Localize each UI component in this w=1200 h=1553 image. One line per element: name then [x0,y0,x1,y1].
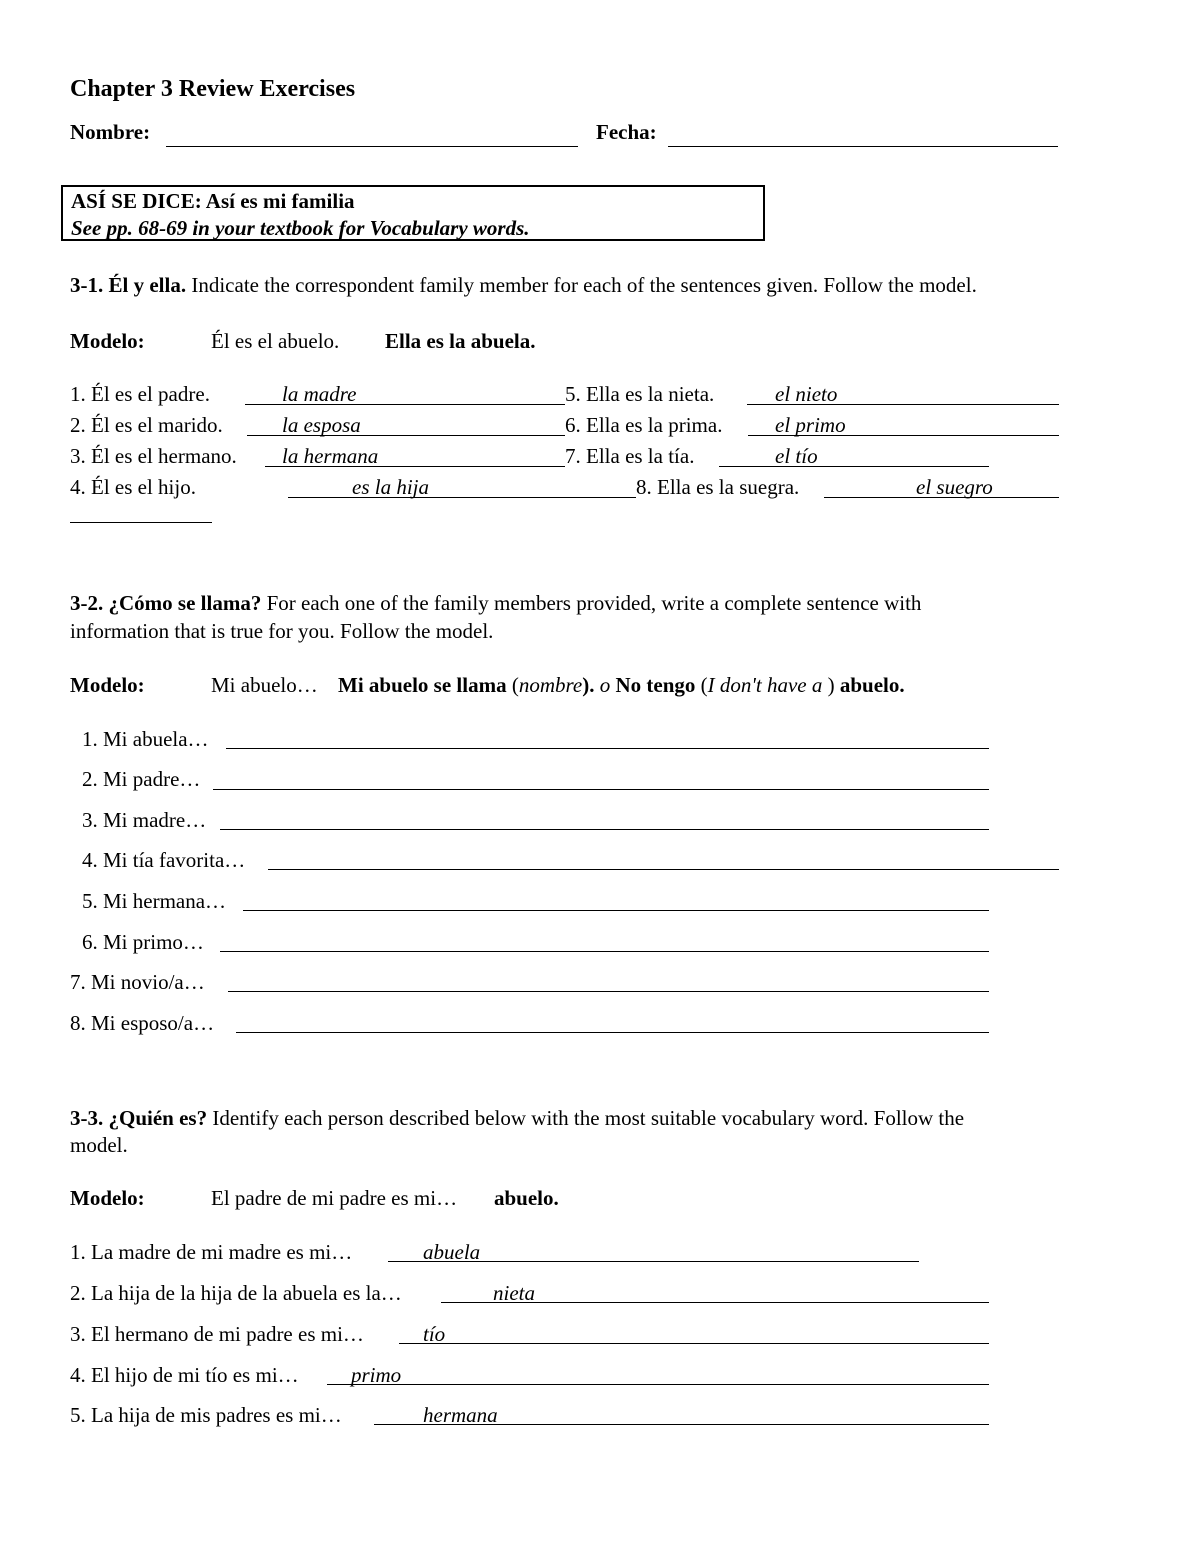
s3-item-2-answer: nieta [493,1281,535,1305]
section1-number: 3-1. [70,273,104,297]
s3-item-3-answer-line[interactable] [399,1343,989,1344]
section3-model-label: Modelo: [70,1186,145,1210]
model-part-2: No tengo [615,673,696,697]
section1-heading: Él y ella. [108,273,187,297]
model-italic-1: nombre [518,673,583,697]
fecha-label: Fecha: [596,120,657,144]
s1-item-5-prompt: 5. Ella es la nieta. [565,382,715,406]
model-paren-close: ). [582,673,595,697]
section3-model-prompt: El padre de mi padre es mi… [211,1186,458,1210]
s1-item-5-answer: el nieto [775,382,838,406]
model-paren-open-2: ( [700,673,708,697]
page-title: Chapter 3 Review Exercises [70,76,356,102]
model-part-1: Mi abuelo se llama [338,673,507,697]
s2-item-6-answer-line[interactable] [220,951,989,952]
s1-item-1-prompt: 1. Él es el padre. [70,382,210,406]
s2-item-4-answer-line[interactable] [268,869,1059,870]
s1-item-6-answer: el primo [775,413,846,437]
section2-model-answer: Mi abuelo se llama (nombre). o No tengo (I don't have a ) abuelo. [338,673,905,697]
section3-instructions-2: model. [70,1133,128,1157]
s2-item-1-prompt: 1. Mi abuela… [82,727,209,751]
section3-intro [70,1108,964,1129]
s2-item-3-answer-line[interactable] [220,829,989,830]
s3-item-4-answer: primo [351,1363,402,1387]
s3-item-4-answer-line[interactable] [327,1384,989,1385]
section2-instructions-2: information that is true for you. Follow the model. [70,619,494,643]
s2-item-8-prompt: 8. Mi esposo/a… [70,1011,215,1035]
s2-item-2-prompt: 2. Mi padre… [82,767,201,791]
section2-instructions-1: For each one of the family members provided, write a complete sentence with [266,591,922,615]
s3-item-5-prompt: 5. La hija de mis padres es mi… [70,1403,342,1427]
s2-item-6-prompt: 6. Mi primo… [82,930,204,954]
vocab-box-note: See pp. 68-69 in your textbook for Vocabulary words. [71,216,530,240]
s3-item-5-answer: hermana [423,1403,498,1427]
section2-model-label: Modelo: [70,673,145,697]
s1-item-4-answer-line[interactable] [288,497,636,498]
s1-item-4-answer: es la hija [352,475,429,499]
s1-item-8-answer: el suegro [916,475,993,499]
section2-heading: ¿Cómo se llama? [108,591,262,615]
s1-item-7-answer-line[interactable] [719,466,989,467]
nombre-field[interactable] [166,146,578,147]
section2-intro [70,593,921,614]
s2-item-3-prompt: 3. Mi madre… [82,808,207,832]
s1-item-4-prompt: 4. Él es el hijo. [70,475,196,499]
s1-item-7-answer: el tío [775,444,818,468]
section1-model-prompt: Él es el abuelo. [211,329,340,353]
section3-instructions-1: Identify each person described below with the most suitable vocabulary word. Follow the [212,1106,965,1130]
model-or: o [599,673,611,697]
section1-model-label: Modelo: [70,329,145,353]
s1-item-7-prompt: 7. Ella es la tía. [565,444,695,468]
s3-item-1-answer: abuela [423,1240,481,1264]
s1-item-3-answer: la hermana [282,444,379,468]
model-part-3: abuelo. [839,673,905,697]
s2-item-5-prompt: 5. Mi hermana… [82,889,227,913]
s1-item-1-answer: la madre [282,382,357,406]
s2-item-4-prompt: 4. Mi tía favorita… [82,848,246,872]
vocab-box-title: ASÍ SE DICE: Así es mi familia [71,189,355,213]
s3-item-2-prompt: 2. La hija de la hija de la abuela es la… [70,1281,402,1305]
fecha-field[interactable] [668,146,1058,147]
section1-intro [70,275,977,296]
s3-item-4-prompt: 4. El hijo de mi tío es mi… [70,1363,299,1387]
model-italic-2: I don't have a [707,673,823,697]
s2-item-7-answer-line[interactable] [228,991,989,992]
section3-heading: ¿Quién es? [108,1106,208,1130]
s1-item-2-prompt: 2. Él es el marido. [70,413,223,437]
s1-item-3-prompt: 3. Él es el hermano. [70,444,237,468]
section1-instructions: Indicate the correspondent family member for each of the sentences given. Follow the model. [191,273,977,297]
section2-model-prompt: Mi abuelo… [211,673,318,697]
section3-number: 3-3. [70,1106,104,1130]
s1-overflow-line[interactable] [70,522,212,523]
s2-item-8-answer-line[interactable] [236,1032,989,1033]
s2-item-1-answer-line[interactable] [226,748,989,749]
s3-item-3-answer: tío [423,1322,446,1346]
model-paren-open: ( [511,673,519,697]
s1-item-6-prompt: 6. Ella es la prima. [565,413,723,437]
section3-model-answer: abuelo. [494,1186,559,1210]
s1-item-8-prompt: 8. Ella es la suegra. [636,475,800,499]
s2-item-5-answer-line[interactable] [243,910,989,911]
s2-item-2-answer-line[interactable] [213,789,989,790]
section2-number: 3-2. [70,591,104,615]
s3-item-3-prompt: 3. El hermano de mi padre es mi… [70,1322,364,1346]
s1-item-2-answer: la esposa [282,413,361,437]
nombre-label: Nombre: [70,120,151,144]
s3-item-1-prompt: 1. La madre de mi madre es mi… [70,1240,353,1264]
s2-item-7-prompt: 7. Mi novio/a… [70,970,205,994]
section1-model-answer: Ella es la abuela. [385,329,536,353]
